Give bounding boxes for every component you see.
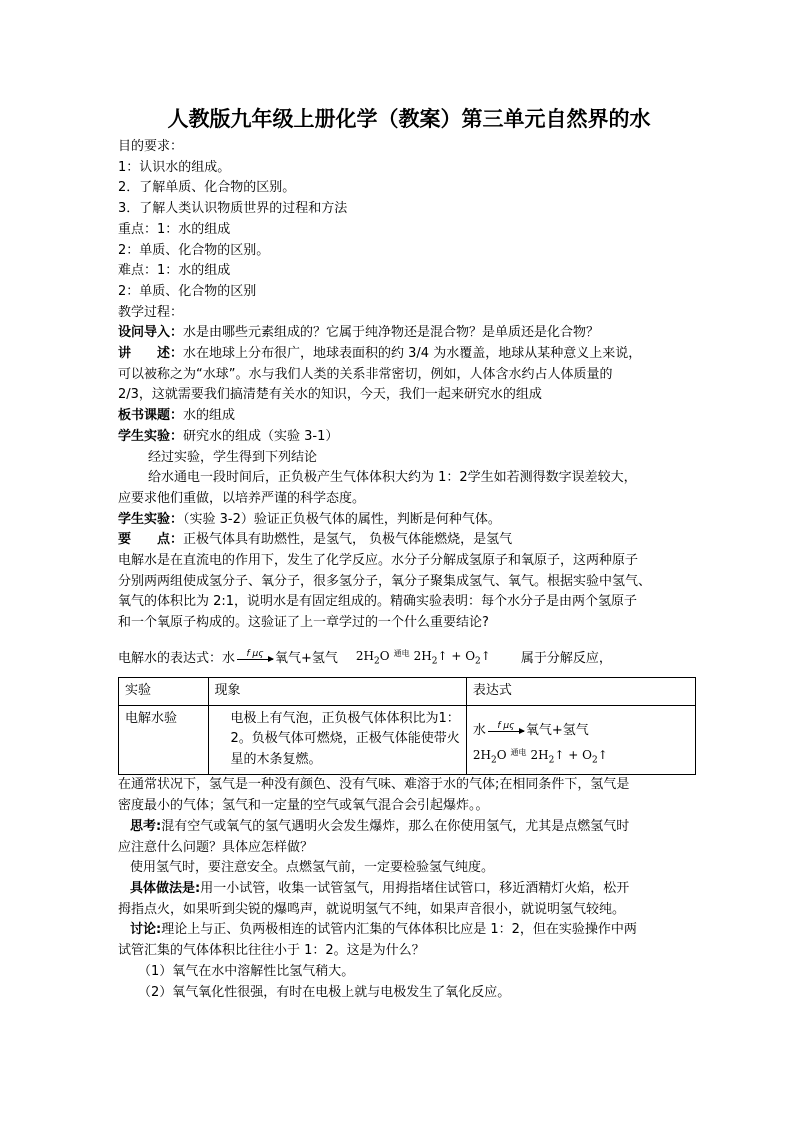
objective-item: 2．了解单质、化合物的区别。	[118, 180, 296, 196]
expression-label: 电解水的表达式：水	[118, 650, 236, 666]
formula-part: 2H	[472, 748, 491, 763]
intro-label: 设问导入：	[118, 325, 184, 341]
lecture-text: 水在地球上分布很广，地球表面积的约 3/4 为水覆盖，地球从某种意义上来说，	[183, 346, 642, 362]
formula-sub: 2	[548, 755, 555, 766]
formula-part: O	[496, 748, 507, 763]
table-word-equation	[473, 721, 689, 742]
formula-part: ↑ + O	[437, 648, 476, 663]
reaction-arrow	[488, 722, 524, 732]
discussion-text: 试管汇集的气体体积比往往小于 1：2。这是为什么？	[118, 943, 425, 959]
board-title-text: 水的组成	[183, 408, 236, 424]
electrolysis-paragraph: 和一个氧原子构成的。这验证了上一章学过的一个什么重要结论?	[118, 615, 489, 631]
formula-part: 2H	[355, 648, 375, 663]
expression-line	[118, 646, 700, 672]
difficult-point: 难点：1：水的组成	[118, 263, 231, 279]
table-cell-phenomenon: 电极上有气泡，正负极气体体积比为1：2。负极气体可燃烧，正极气体能使带火星的木条复燃。	[208, 705, 466, 775]
table-header: 现象	[208, 677, 466, 705]
electrolysis-paragraph: 氧气的体积比为 2:1，说明水是有固定组成的。精确实验表明：每个水分子是由两个氢原子	[118, 594, 638, 610]
arrow-condition: f μς	[497, 721, 515, 732]
objective-item: 3．了解人类认识物质世界的过程和方法	[118, 201, 348, 217]
lecture-label: 讲 述：	[118, 346, 184, 362]
table-formula-equation	[473, 745, 689, 771]
think-label: 思考:	[130, 818, 162, 834]
experiment2-text: （实验 3-2）验证正负极气体的属性，判断是何种气体。	[183, 511, 501, 527]
arrow-icon	[237, 659, 273, 660]
objective-item: 1：认识水的组成。	[118, 159, 231, 175]
formula-part: 2H	[530, 748, 549, 763]
expression-products: 氧气+氢气	[275, 650, 338, 666]
lecture-text: 2/3，这就需要我们搞清楚有关水的知识，今天，我们一起来研究水的组成	[118, 387, 542, 403]
key-point: 重点：1：水的组成	[118, 221, 231, 237]
formula-part: ↑	[597, 748, 608, 763]
discussion-label: 讨论:	[130, 922, 162, 938]
lecture-line	[118, 344, 700, 365]
arrow-condition: f μς	[246, 648, 264, 659]
table-header: 表达式	[466, 677, 695, 705]
reason-item: （2）氧气氧化性很强，有时在电极上就与电极发生了氧化反应。	[138, 984, 511, 1000]
chemical-formula	[531, 745, 608, 771]
formula-sub: 2	[374, 656, 380, 667]
process-heading: 教学过程：	[118, 304, 184, 320]
formula-condition: 通电	[393, 648, 410, 658]
usage-line: 使用氢气时，要注意安全。点燃氢气前，一定要检验氢气纯度。	[130, 860, 495, 876]
think-text: 应注意什么问题？具体应怎样做？	[118, 839, 314, 855]
formula-sub: 2	[490, 755, 497, 766]
arrow-icon	[488, 731, 524, 732]
table-cell-expression	[466, 705, 695, 775]
hydrogen-paragraph: 密度最小的气体；氢气和一定量的空气或氧气混合会引起爆炸。。	[118, 798, 489, 814]
reason-item: （1）氧气在水中溶解性比氢气稍大。	[138, 963, 355, 979]
formula-part: ↑	[480, 648, 491, 663]
document-page	[118, 104, 700, 1003]
experiment1-result: 给水通电一段时间后，正负极产生气体体积大约为 1：2学生如若测得数字误差较大，	[148, 470, 637, 486]
experiment1-line	[118, 427, 700, 448]
discussion-text: 理论上与正、负两极相连的试管内汇集的气体体积比应是 1：2，但在实验操作中两	[161, 922, 637, 938]
experiment1-text: 研究水的组成（实验 3-1）	[183, 428, 339, 444]
formula-sub: 2	[475, 656, 481, 667]
experiment2-line	[118, 510, 700, 531]
table-row	[119, 705, 696, 775]
intro-line	[118, 323, 700, 344]
chemical-formula	[473, 745, 507, 771]
formula-part: ↑ + O	[554, 748, 592, 763]
think-line	[118, 817, 700, 838]
experiment1-result: 应要求他们重做，以培养严谨的科学态度。	[118, 490, 366, 506]
table-header: 实验	[119, 677, 209, 705]
formula-sub: 2	[591, 755, 598, 766]
chemical-formula	[414, 646, 491, 672]
experiment2-label: 学生实验：	[118, 511, 184, 527]
think-text: 混有空气或氧气的氢气遇明火会发生爆炸，那么在你使用氢气，尤其是点燃氢气时	[161, 818, 630, 834]
formula-part: 2H	[413, 648, 432, 663]
experiment1-conclusion: 经过实验，学生得到下列结论	[148, 449, 318, 465]
formula-condition: 通电	[510, 748, 527, 758]
document-title: 人教版九年级上册化学（教案）第三单元自然界的水	[167, 106, 651, 131]
lecture-text: 可以被称之为“水球”。水与我们人类的关系非常密切，例如，人体含水约占人体质量的	[118, 366, 613, 382]
experiment-table	[118, 677, 696, 776]
reaction-arrow	[237, 650, 273, 660]
key-line	[118, 530, 700, 551]
formula-sub: 2	[431, 656, 438, 667]
hydrogen-paragraph: 在通常状况下，氢气是一种没有颜色、没有气味、难溶于水的气体;在相同条件下，氢气是	[118, 777, 630, 793]
method-text: 拇指点火，如果听到尖锐的爆鸣声，就说明氢气不纯，如果声音很小，就说明氢气较纯。	[118, 901, 626, 917]
experiment1-label: 学生实验：	[118, 428, 184, 444]
formula-part: O	[379, 648, 390, 663]
key-text: 正极气体具有助燃性，是氢气， 负极气体能燃烧，是氢气	[183, 532, 513, 548]
electrolysis-paragraph: 电解水是在直流电的作用下，发生了化学反应。水分子分解成氢原子和氧原子，这两种原子	[118, 553, 639, 569]
intro-text: 水是由哪些元素组成的？它属于纯净物还是混合物？是单质还是化合物？	[183, 325, 600, 341]
objectives-heading: 目的要求：	[118, 139, 184, 154]
key-label: 要 点：	[118, 532, 184, 548]
discussion-line	[118, 920, 700, 941]
key-point: 2：单质、化合物的区别。	[118, 242, 270, 258]
table-cell-experiment: 电解水验	[119, 705, 209, 775]
word-reactant: 水	[472, 722, 486, 738]
method-line	[118, 879, 700, 900]
board-title-line	[118, 406, 700, 427]
difficult-point: 2：单质、化合物的区别	[118, 283, 257, 299]
board-title-label: 板书课题：	[118, 408, 184, 424]
method-text: 用一小试管，收集一试管氢气，用拇指堵住试管口，移近酒精灯火焰，松开	[200, 880, 630, 896]
electrolysis-paragraph: 分别两两组使成氢分子、氧分子，很多氢分子，氧分子聚集成氢气、氧气。根据实验中氢气、	[118, 573, 652, 589]
expression-note: 属于分解反应，	[520, 650, 612, 666]
table-header-row	[119, 677, 696, 705]
chemical-formula	[356, 646, 390, 672]
word-products: 氧气+氢气	[525, 722, 589, 738]
method-label: 具体做法是:	[130, 880, 201, 896]
